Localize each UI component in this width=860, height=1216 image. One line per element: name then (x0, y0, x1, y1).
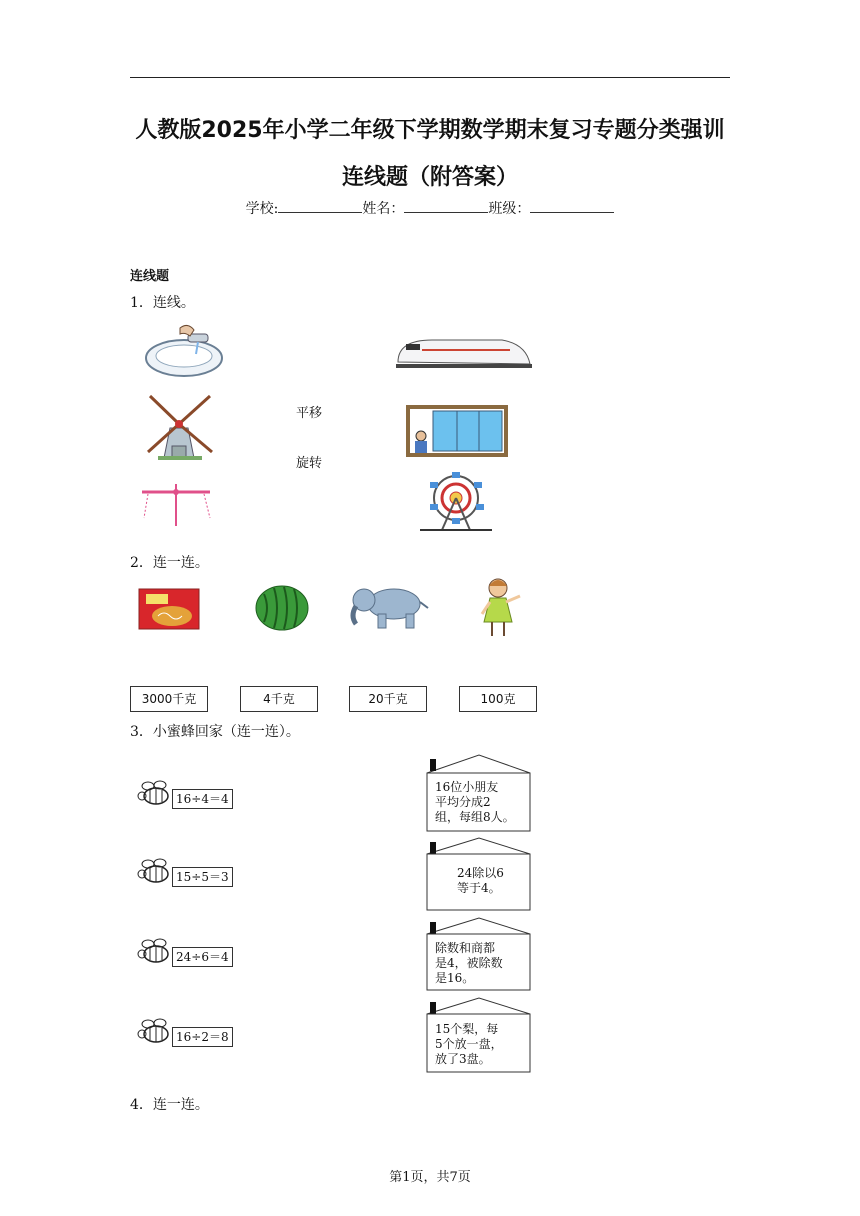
school-label: 学校: (245, 201, 279, 217)
label-rotate: 旋转 (296, 456, 323, 471)
house-text-line: 24除以6 (457, 866, 504, 880)
question-2: 2．连一连。 (130, 555, 209, 571)
equation-3: 24÷6＝4 (172, 947, 233, 967)
high-speed-train-icon (392, 334, 534, 374)
question-4: 4．连一连。 (130, 1097, 209, 1113)
house-text-line: 15个梨，每 (435, 1022, 499, 1036)
girl-icon (474, 576, 526, 640)
elephant-icon (348, 584, 430, 630)
equation-4: 16÷2＝8 (172, 1027, 233, 1047)
section-title: 连线题 (130, 269, 170, 284)
house-text-line: 是16。 (435, 971, 475, 985)
label-translate: 平移 (296, 406, 323, 421)
name-label: 姓名： (362, 201, 405, 217)
faucet-icon (140, 322, 240, 382)
house-text-line: 放了3盘。 (435, 1052, 491, 1066)
class-label: 班级： (488, 201, 531, 217)
house-text-line: 平均分成2 (435, 795, 491, 809)
bee-icon (136, 780, 172, 808)
bee-icon (136, 1018, 172, 1046)
page-footer: 第1页，共7页 (389, 1170, 471, 1185)
house-text-line: 等于4。 (457, 881, 501, 895)
page-subtitle: 连线题（附答案） (341, 165, 518, 190)
header-rule (130, 77, 730, 78)
student-info (0, 198, 860, 218)
question-3: 3．小蜜蜂回家（连一连）。 (130, 724, 300, 740)
house-3-text (435, 941, 503, 986)
bee-icon (136, 938, 172, 966)
house-text-line: 5个放一盘， (435, 1037, 503, 1051)
weight-box-4kg: 4千克 (240, 686, 318, 712)
house-text-line: 是4，被除数 (435, 956, 503, 970)
house-4-text (435, 1022, 503, 1067)
equation-1: 16÷4＝4 (172, 789, 233, 809)
windmill-icon (140, 392, 220, 464)
class-blank (530, 199, 614, 213)
equation-2: 15÷5＝3 (172, 867, 233, 887)
sliding-window-icon (405, 404, 509, 458)
weight-box-20kg: 20千克 (349, 686, 427, 712)
house-text-line: 组，每组8人。 (435, 810, 515, 824)
instant-noodles-icon (138, 588, 200, 630)
bee-icon (136, 858, 172, 886)
house-text-line: 16位小朋友 (435, 780, 499, 794)
house-1-text (435, 780, 515, 825)
house-2-text (457, 866, 504, 896)
name-blank (404, 199, 488, 213)
house-text-line: 除数和商都 (435, 941, 496, 955)
ferris-wheel-icon (416, 470, 496, 532)
weight-box-100g: 100克 (459, 686, 537, 712)
clothes-hanger-icon (138, 484, 218, 530)
page-title: 人教版2025年小学二年级下学期数学期末复习专题分类强训 (135, 118, 725, 143)
watermelon-icon (254, 584, 310, 632)
school-blank (278, 199, 362, 213)
question-1: 1．连线。 (130, 295, 195, 311)
weight-box-3000kg: 3000千克 (130, 686, 208, 712)
